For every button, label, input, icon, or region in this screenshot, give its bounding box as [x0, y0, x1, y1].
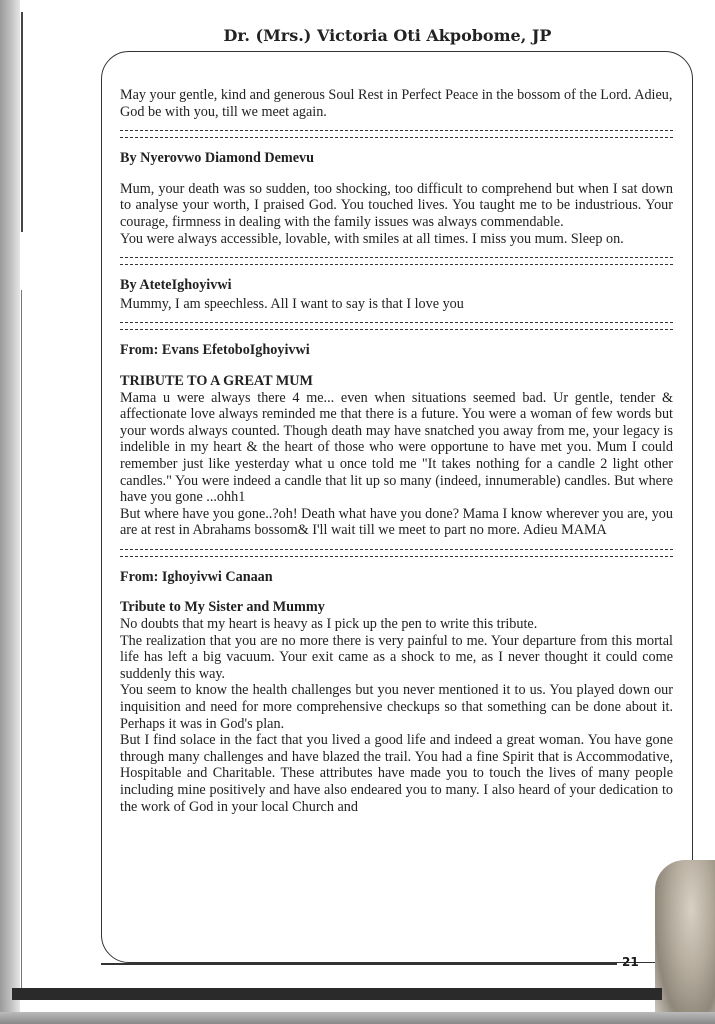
tribute-title: Tribute to My Sister and Mummy	[120, 599, 325, 616]
closing-line: God be with you, till we meet again.	[120, 103, 327, 120]
tribute-paragraph: You were always accessible, lovable, with smiles at all times. I miss you mum. Sleep on.	[120, 230, 624, 247]
tribute-paragraph: But I find solace in the fact that you lived a good life and indeed a great woman. You have gone through many challenges and have blazed the trail. You had a fine Spirit that is Accommodative, Hospitable and Charitable. These attributes have made you to touch the lives of many people including mine positively and have also endeared you to many. I also heard of your dedication to the work of God in your local Church and	[120, 732, 673, 815]
tribute-nyerovwo	[120, 150, 673, 247]
bottom-decorative-bar	[12, 988, 662, 1000]
closing-line: May your gentle, kind and generous Soul Rest in Perfect Peace in the bossom of the Lord. Adieu,	[120, 87, 673, 103]
tribute-evans	[120, 342, 673, 539]
tribute-paragraph: No doubts that my heart is heavy as I pick up the pen to write this tribute.	[120, 616, 538, 633]
tribute-content	[120, 87, 673, 815]
page-header-title: Dr. (Mrs.) Victoria Oti Akpobome, JP	[223, 26, 552, 45]
tribute-paragraph: Mama u were always there 4 me... even when situations seemed bad. Ur gentle, tender & affectionate love always reminded me that there is a future. You were a woman of few words but your words always counted. Though death may have snatched you away from me, your legacy is indelible in my heart & the heart of those who were opportune to have met you. Mum I could remember just like yesterday what u once told me "It takes nothing for a candle 2 light other candles." You were indeed a candle that lit up so many (indeed, innumerable) candles. But where have you gone ...ohh1	[120, 389, 673, 506]
tribute-author: From: Ighoyivwi Canaan	[120, 568, 273, 585]
separator	[120, 322, 673, 330]
binding-line	[21, 12, 23, 232]
tribute-paragraph: Mum, your death was so sudden, too shocking, too difficult to comprehend but when I sat down to analyse your worth, I praised God. You touched lives. You taught me to be industrious. Your courage, firmness in dealing with the family issues was always commendable.	[120, 180, 673, 230]
tribute-paragraph: You seem to know the health challenges but you never mentioned it to us. You played down our inquisition and need for more comprehensive checkups so that something can be done about it. Perhaps it was in God's plan.	[120, 682, 673, 732]
separator	[120, 257, 673, 265]
binding-line	[21, 290, 22, 990]
tribute-paragraph: The realization that you are no more there is very painful to me. Your departure from this mortal life has left a big vacuum. Your exit came as a shock to me, as I never thought it could come suddenly this way.	[120, 632, 673, 682]
page-number: 21	[622, 955, 639, 969]
separator	[120, 549, 673, 557]
portrait-photo	[655, 860, 715, 1024]
footer-rule	[101, 963, 617, 965]
tribute-paragraph: But where have you gone..?oh! Death what have you done? Mama I know wherever you are, you are at rest in Abrahams bossom& I'll wait till we meet to part no more. Adieu MAMA	[120, 505, 673, 539]
book-binding-edge	[0, 0, 20, 1024]
tribute-author: By AteteIghoyivwi	[120, 277, 232, 294]
page-bottom-edge	[0, 1012, 715, 1024]
tribute-author: By Nyerovwo Diamond Demevu	[120, 150, 315, 167]
tribute-canaan	[120, 569, 673, 815]
tribute-paragraph: Mummy, I am speechless. All I want to say is that I love you	[120, 295, 464, 312]
tribute-title: TRIBUTE TO A GREAT MUM	[120, 372, 313, 389]
tribute-author: From: Evans EfetoboIghoyivwi	[120, 342, 310, 359]
tribute-atete	[120, 277, 673, 312]
closing-section	[120, 87, 673, 120]
separator	[120, 130, 673, 138]
